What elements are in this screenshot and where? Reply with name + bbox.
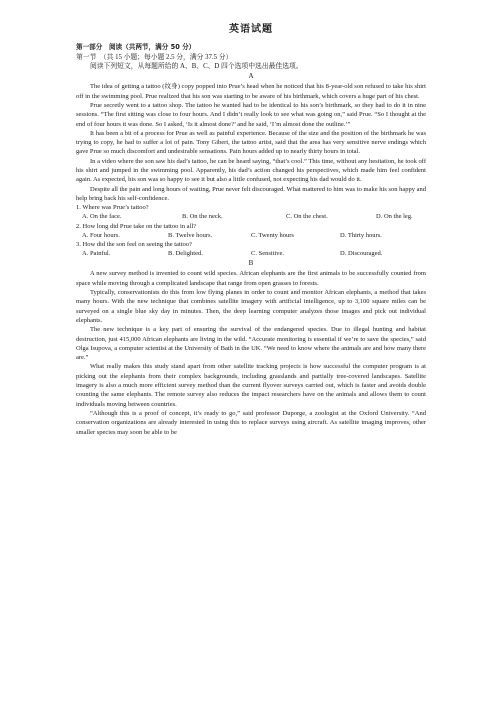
option-a: A. On the face. (82, 213, 122, 221)
question-3 (76, 240, 426, 258)
passage-b-paragraph: What really makes this study stand apart from other satellite tracking projects is how successful the computer program is at picking out the elephants from their complex backgrounds, including grasslands and partially tree-covered landscapes. Satellite imagery is also a much more efficient survey method than the current flyover surveys carried out, which is faster and avoids double counting the same elephants. The remote survey also reduces the impact researchers have on the animals and allows them to count individuals moving between countries. (76, 363, 426, 408)
question-options (76, 249, 426, 258)
option-c: C. Twenty hours (251, 231, 294, 239)
option-b: B. Delighted. (168, 250, 203, 258)
option-b: B. Twelve hours. (168, 231, 213, 239)
page-title: 英语试题 (229, 24, 273, 35)
question-stem: 3. How did the son feel on seeing the tattoo? (76, 241, 192, 249)
passage-b-label: B (248, 259, 254, 268)
question-stem: 2. How long did Prue take on the tattoo in all? (76, 222, 197, 230)
exam-page (76, 20, 426, 437)
passage-a-paragraph: In a video where the son saw his dad’s tattoo, he can be heard saying, “that’s cool.” This time, without any hesitation, he took off his shirt and jumped in the swimming pool. Apparently, his dad’s action changed his perspectives, which made him feel confident again. As expected, his son was so happy to see it but also a little confused, not expecting his dad would do it. (76, 157, 426, 184)
option-c: C. On the chest. (286, 213, 328, 221)
passage-b-paragraph: “Although this is a proof of concept, it’s ready to go,” said professor Duporge, a zoologist at the Oxford University. “And conservation organizations are already interested in using this to replace surveys using aircraft. As satellite imaging improves, other smaller species may soon be able to be (76, 409, 426, 436)
option-d: D. Discouraged. (340, 250, 383, 258)
question-2 (76, 222, 426, 240)
passage-a-paragraph: The idea of getting a tattoo (纹身) copy popped into Prue’s head when he noticed that his 8-year-old son refused to take his shirt off in the swimming pool. Prue realized that his son was starting to be aware of his birthmark, which covers a huge part of his chest. (76, 83, 426, 100)
passage-a-paragraph: Despite all the pain and long hours of waiting, Prue never felt discouraged. What mattered to him was to make his son happy and help bring back his self-confidence. (76, 185, 426, 202)
question-stem: 1. Where was Prue’s tattoo? (76, 204, 149, 212)
passage-a-label: A (248, 72, 254, 81)
question-1 (76, 203, 426, 221)
question-options (76, 212, 426, 221)
option-d: D. Thirty hours. (340, 231, 382, 239)
passage-b-paragraph: Typically, conservationists do this from low flying planes in order to count and monitor African elephants, a method that takes many hours. With the new technique that combines satellite imagery with artificial intelligence, up to 3,100 square miles can be surveyed on a single blue sky day in minutes. Then, the deep learning computer analyzes those images and pick out individual elephants. (76, 289, 426, 324)
option-b: B. On the neck. (182, 213, 223, 221)
option-d: D. On the leg. (376, 213, 413, 221)
option-a: A. Four hours. (82, 231, 120, 239)
option-a: A. Painful. (82, 250, 111, 258)
section-heading: 第一节 （共 15 小题；每小题 2.5 分，满分 37.5 分） (76, 54, 233, 61)
part-heading: 第一部分 阅读（共两节，满分 50 分） (76, 43, 196, 51)
passage-b-paragraph: A new survey method is invented to count wild species. African elephants are the first animals to be successfully counted from space while moving through a complicated landscape that range from open grasses to forests. (76, 270, 426, 287)
passage-a-paragraph: It has been a bit of a process for Prue as well as painful experience. Because of the size and the position of the birthmark he was trying to copy, he had to suffer a lot of pain. Tony Gibert, the tattoo artist, said that the area has very sensitive nerve endings which gave Prue so much discomfort and undesirable sensations. Pain hours added up to nearly thirty hours in total. (76, 129, 426, 156)
passage-b-paragraph: The new technique is a key part of ensuring the survival of the endangered species. Due to illegal hunting and habitat destruction, just 415,000 African elephants are living in the wild. “Accurate monitoring is essential if we’re to save the species,” said Olga Isupova, a computer scientist at the University of Bath in the UK. “We need to know where the animals are and how many there are.” (76, 326, 426, 362)
instructions: 阅读下列短文，从每题所给的 A、B、C、D 四个选项中选出最佳选项。 (90, 63, 303, 71)
passage-a-paragraph: Prue secretly went to a tattoo shop. The tattoo he wanted had to be identical to his son’s birthmark, so they had to do it in nine sessions. “The first sitting was close to four hours. And I didn’t really look to see what was going on,” said Prue. “So I thought at the end of four hours it was done. So I asked, ‘Is it almost done?’ and he said, ‘I’m almost done the outline.’” (76, 102, 426, 128)
question-options (76, 231, 426, 240)
option-c: C. Sensitive. (251, 250, 285, 258)
